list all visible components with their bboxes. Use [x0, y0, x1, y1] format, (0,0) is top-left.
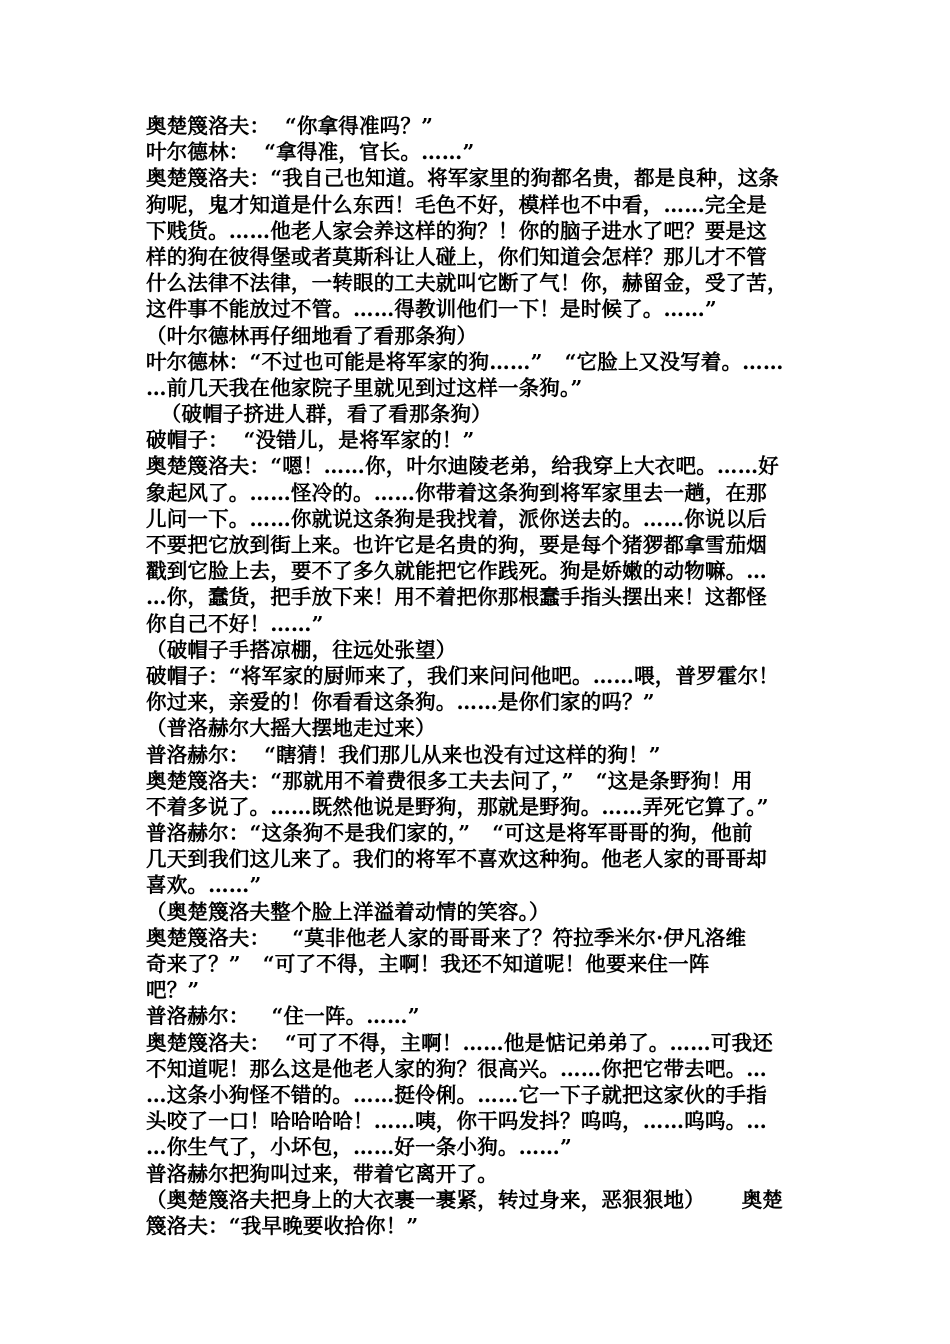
text-line: （叶尔德林再仔细地看了看那条狗）	[146, 323, 478, 348]
text-line: 头咬了一口！哈哈哈哈！……咦，你干吗发抖？呜呜，……呜呜。…	[146, 1109, 767, 1134]
text-line: 什么法律不法律，一转眼的工夫就叫它断了气！你，赫留金，受了苦，	[146, 271, 788, 296]
text-line: 叶尔德林：“不过也可能是将军家的狗……” “它脸上又没写着。……	[146, 349, 784, 374]
text-line: …你，蠢货，把手放下来！用不着把你那根蠢手指头摆出来！这都怪	[146, 585, 767, 610]
text-line: 你自己不好！……”	[146, 611, 324, 636]
text-line: 奇来了？” “可了不得，主啊！我还不知道呢！他要来住一阵	[146, 952, 710, 976]
text-line: 普洛赫尔把狗叫过来，带着它离开了。	[146, 1161, 498, 1186]
text-line: 奥楚篾洛夫：“我自己也知道。将军家里的狗都名贵，都是良种，这条	[146, 166, 779, 191]
text-line: …前几天我在他家院子里就见到过这样一条狗。”	[146, 375, 583, 400]
text-line: 篾洛夫：“我早晚要收拾你！”	[146, 1213, 419, 1238]
text-line: 奥楚篾洛夫：“那就用不着费很多工夫去问了，” “这是条野狗！用	[146, 768, 753, 793]
text-line: 狗呢，鬼才知道是什么东西！毛色不好，模样也不中看，……完全是	[146, 192, 767, 217]
text-line: 儿问一下。……你就说这条狗是我找着，派你送去的。……你说以后	[146, 506, 767, 531]
text-line: 你过来，亲爱的！你看看这条狗。……是你们家的吗？”	[146, 690, 655, 715]
text-line: （破帽子挤进人群，看了看那条狗）	[146, 402, 492, 427]
text-line: 普洛赫尔： “住一阵。……”	[146, 1004, 420, 1029]
text-line: 奥楚篾洛夫： “你拿得准吗？”	[146, 114, 434, 138]
text-line: 样的狗在彼得堡或者莫斯科让人碰上，你们知道会怎样？那儿才不管	[146, 244, 767, 269]
text-line: 戳到它脸上去，要不了多久就能把它作践死。狗是娇嫩的动物嘛。…	[146, 559, 767, 584]
text-line: 奥楚篾洛夫：“嗯！……你，叶尔迪陵老弟，给我穿上大衣吧。……好	[146, 454, 779, 479]
text-line: 破帽子：“将军家的厨师来了，我们来问问他吧。……喂，普罗霍尔！	[146, 663, 779, 688]
text-line: 象起风了。……怪冷的。……你带着这条狗到将军家里去一趟，在那	[146, 480, 767, 505]
text-line: 几天到我们这儿来了。我们的将军不喜欢这种狗。他老人家的哥哥却	[146, 847, 767, 872]
play-script-text	[146, 113, 810, 1239]
text-line: （普洛赫尔大摇大摆地走过来）	[146, 716, 436, 741]
text-line: 这件事不能放过不管。……得教训他们一下！是时候了。……”	[146, 297, 717, 322]
text-line: 不知道呢！那么这是他老人家的狗？很高兴。……你把它带去吧。…	[146, 1056, 767, 1081]
text-line: 下贱货。……他老人家会养这样的狗？！你的脑子进水了吧？要是这	[146, 218, 767, 243]
text-line: 奥楚篾洛夫： “可了不得，主啊！……他是惦记弟弟了。……可我还	[146, 1030, 773, 1055]
text-line: 破帽子： “没错儿，是将军家的！”	[146, 428, 475, 453]
text-line: （奥楚篾洛夫整个脸上洋溢着动情的笑容。）	[146, 899, 550, 924]
text-line: 普洛赫尔：“这条狗不是我们家的，” “可这是将军哥哥的狗，他前	[146, 821, 753, 846]
text-line: 吧？”	[146, 978, 200, 1003]
text-line: 不着多说了。……既然他说是野狗，那就是野狗。……弄死它算了。”	[146, 794, 769, 819]
text-line: （奥楚篾洛夫把身上的大衣裹一裹紧，转过身来，恶狠狠地） 奥楚	[146, 1187, 783, 1212]
text-line: 普洛赫尔： “瞎猜！我们那儿从来也没有过这样的狗！”	[146, 742, 661, 767]
text-line: （破帽子手搭凉棚，往远处张望）	[146, 637, 457, 662]
text-line: …这条小狗怪不错的。……挺伶俐。……它一下子就把这家伙的手指	[146, 1082, 767, 1107]
text-line: 叶尔德林： “拿得准，官长。……”	[146, 140, 475, 165]
text-line: 不要把它放到街上来。也许它是名贵的狗，要是每个猪猡都拿雪茄烟	[146, 533, 767, 557]
text-line: …你生气了，小坏包，……好一条小狗。……”	[146, 1135, 572, 1160]
text-line: 喜欢。……”	[146, 873, 262, 898]
text-line: 奥楚篾洛夫： “莫非他老人家的哥哥来了？符拉季米尔·伊凡洛维	[146, 925, 747, 950]
